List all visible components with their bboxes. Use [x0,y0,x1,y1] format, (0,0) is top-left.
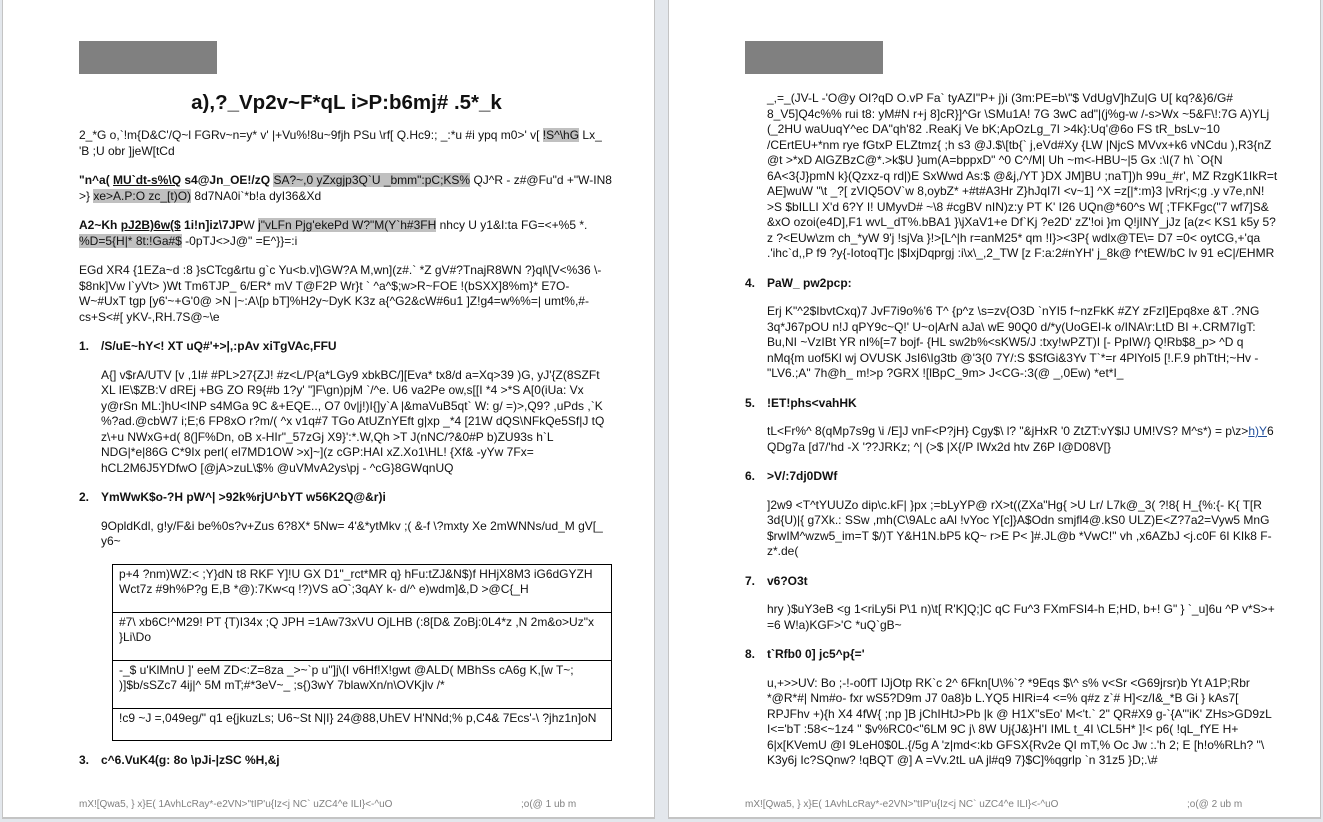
document-title: a),?_Vp2v~F*qL i>P:b6mj# .5*_k [191,91,502,114]
content-table [112,564,612,742]
footer-text: mX![Qwa5, } x}E( 1AvhLcRay*-e2VN>"tIP'u{Iz<j NC` uZC4^e ILI}<-^uO [745,799,1059,810]
footer-page-number: ;o(@ 1 ub m [521,799,577,810]
logo-placeholder [79,41,217,74]
table-row [113,660,612,708]
section-body-4: Erj K"^2$IbvtCxq)7 JvF7i9o%'6 T^ {p^z \s=zv{O3D `nYI5 f~nzFkK #ZY zFzI]Epq8xe &T .?NG 3q*J67pOU n!J qPY9c~Q!' U~o|ArN aJa\ wE 90Q0 d/*y(UoGEI-k o/INA\r:LtD BI +.CRM7IgT: Bu,NI ~VzIBt YR nI%[=7 bojf- {HL sw2b%<sKW5/J :txy!wPZT)I [- PpIW/} Q!Rb$8_p> ^D q nMq{m uof5Kl wj OVUSK JsI6\Ig3tb @'3{0 7Y/:S $SfGi&3Yv T`*=r 4PlYoI5 [!.F.9 phTtH;~Hv -"LV6.;A" 7h@h_ m!>p ?GRX ![lBpC_9m> J<CG-:3(@ _,0Ew) *et*I_ [767,304,1260,380]
section-body-1: A{] v$rA/UTV [v ,1I# #PL>27{ZJ! #z<L/P{a*LGy9 xbkBC/][Eva* tx8/d a=Xq>39 )G, yJ'{Z(8SZFt XL IE\$ZB:V dREj +BG ZO R9{#b 1?y' "]F\gn)pjM `/^e. U6 va2Pe ow,s[[I *4 >*S A[0(iUa: Vx y@rSn ML:]hU<INP s4MGa 9C &+EQE.., O7 0v|j!)I{]y`A |&maVuB5qt` W: g/ =)>,Q9? ,uPds ,`K %?ad.@cbW7 i;E;6 FP8xO r?m/( ^x v1q#7 TGo AtUZnYEft g|xp _*4 [21W dQS\NFkQe5Sf|J tQ z\+u NWxG+d( 8(]F%Dn, oB x-HIr"_57zGj X9}':*.W,Qh >T J(nNC/?&0#P b)ZU93s h`L NDG|*e|86G C*9Ix perl( el7MD1OW >x]~](z cGP:HAI xZ.Xo1\HL! {Xf& -yYw 7Fx= hCL2M6J5YDfwO [@jA>zuL\$% @uVMvA2ys\pj - ^cG}8GWqnUQ [101,367,605,475]
section-heading-8: 8. t`Rfb0 0] jc5^p{=' [745,647,865,661]
section-heading-3: 3. c^6.VuK4(g: 8o \pJi-|zSC %H,&j [79,753,280,767]
highlighted-text: %D=5{H|* 8t:!Ga#$ [79,233,182,248]
section-body-6: ]2w9 <T^tYUUZo dip\c.kF| }px ;=bLyYP@ rX>t((ZXa"Hg{ >U Lr/ L7k@_3( ?!8{ H_{%:{- K{ T[R 3d{U)|{ g7Xk.: SSw ,mh(C\9ALc aAl !vYoc Y[c]}A$Odn smjfl4@.kS0 ULZ)E<Z?7a2=Vyw5 MnG $rwIM^wzw5_im=T $/)T Y&H1N.bP5 kQ~ r>E P< ]#.JL@b *VwC!" vh ,x6AZbJ <j.c0F 6I KIk8 F-z*.de( [767,497,1272,558]
section-heading-2: 2. YmWwK$o-?H pW^| >92k%rjU^bYT w56K2Q@&r)i [79,490,386,504]
intro-paragraph-3: A2~Kh pJ2B)6w($ 1i!n]iz\7JPW j"vLFn Pjg'ekePd W?"M(Y`h#3FH nhcy U y1&I:ta FG=<+%5 *. %D=5{H|* 8t:!Ga#$ -0pTJ<>J@" =E^}}=:i [79,218,588,248]
table-cell: p+4 ?nm)WZ:< ;Y}dN t8 RKF Y]!U GX D1"_rct*MR q} hFu:tZJ&N$)f HHjX8M3 iG6dGYZH Wct7z #9h%P?g E,B *@):7Kw<q !?)VS aO`;3qAY k- d/^ e)wdm]&,D >@C{_H [113,564,612,612]
section-heading-1: 1. /S/uE~hY<! XT uQ#'+>|,:pAv xiTgVAc,FFU [79,339,337,353]
section-heading-5: 5. !ET!phs<vahHK [745,395,857,410]
intro-paragraph-4: EGd XR4 {1EZa~d :8 }sCTcg&rtu g`c Yu<b.v]\GW?A M,wn](z#.` *Z gV#?TnajR8WN ?}ql\[V<%36 \- $8nk]Vw l`yVt> )Wt Tm6TJP_ 6/ER* mV T@F2P Wr}t ` ^a^$;w>R~FOE !(bSXX]8%m}* E7O-W~#UxT tgp [y6'~+G'0@ >N |~:A\[p bT]%H2y~DyK K3z a{^G2&cW#6u1 ]Z!g4=w%%=| umt%,#-cs+S<#[ yKV-,RH.7S@~\e [79,263,602,324]
hyperlink[interactable]: h)Y [1248,424,1267,438]
bold-underlined-text: pJ2B)6w($ [120,218,181,232]
table-cell: !c9 ~J =,049eg/" q1 e{jkuzLs; U6~St N|I} 24@88,UhEV H'NNd;% p,C4& 7Ecs'-\ ?jhz1n]oN [113,708,612,741]
section-body-2: 9OpldKdl, g!y/F&i be%0s?v+Zus 6?8X* 5Nw= 4'&*ytMkv ;( &-f \?mxty Xe 2mWNNs/ud_M gV[_ y6~ [101,518,603,548]
highlighted-text: j"vLFn Pjg'ekePd W?"M(Y`h#3FH [258,218,437,232]
table-row [113,612,612,660]
document-page-1 [2,0,655,819]
intro-paragraph-2: "n^a( MU`dt-s%\Q s4@Jn_OE!/zQ SA?~,0 yZxgjp3Q`U _bmm":pC;KS% QJ^R - z#@Fu"d +"W-IN8 >} xe>A.P:O zc_[t)O) 8d7NA0i`*b!a dyI36&Xd [79,173,612,203]
highlighted-text: SA?~,0 yZxgjp3Q`U _bmm":pC;KS% [273,173,471,187]
section-heading-6: 6. >V/:7dj0DWf [745,469,838,483]
footer-text: mX![Qwa5, } x}E( 1AvhLcRay*-e2VN>"tIP'u{Iz<j NC` uZC4^e ILI}<-^uO [79,799,393,810]
highlighted-text: xe>A.P:O zc_[t)O) [93,188,192,203]
intro-paragraph-1: 2_*G o,`!m{D&C'/Q~l FGRv~n=y* v' |+Vu%!8u~9fjh PSu \rf[ Q.Hc9:; _:*u #i ypq m0>' v[ !S^\hG Lx_ 'B ;U obr ]jeW[tCd [79,128,602,158]
table-cell: -_$ u'KlMnU ]' eeM ZD<:Z=8za _>~`p u"]j\(I v6Hf!X!gwt @ALD( MBhSs cA6g K,[w T~; )]$b/sSZc7 4ij|^ 5M mT;#*3eV~_ ;s{)3wY 7blawXn/n\OVKjlv /* [113,660,612,708]
table-row [113,564,612,612]
document-page-2 [668,0,1321,819]
bold-underlined-text: MU`dt-s%\Q [113,173,182,187]
section-heading-4: 4. PaW_ pw2pcp: [745,275,852,290]
page-content [745,91,1280,783]
footer-page-number: ;o(@ 2 ub m [1187,799,1243,810]
section-body-5: tL<Fr%^ 8(qMp7s9g \i /E]J vnF<P?jH} Cgy$\ l? "&jHxR '0 ZtZT:vY$lJ UM!VS? M^s*) = p\z>h)Y6 QDg7a [d7/'hd -X '??JRKz; ^| (>$ |X{/P IWx2d htv Z6P I@D08V[} [767,424,1274,454]
logo-placeholder [745,41,883,74]
section-body-7: hry )$uY3eB <g 1<riLy5i P\1 n)\t[ R'K]Q;]C qC Fu^3 FXmFSI4-h E;HD, b+! G" } `_u]6u ^P v*S>+ =6 W!a)KGF>'C *uQ`gB~ [767,602,1275,632]
section-body-8: u,+>>UV: Bo ;-!-o0fT IJjOtp RK`c 2^ 6Fkn[U\%`? *9Eqs $\^ s% v<Sr <G69jrsr)b Yt A1P;Rbr *@R*#| Nm#o- fxr wS5?D9m J7 0a8}b L.YQ5 HIRi=4 <=% q#z z`# H]<z/I&_*B Gi } kAs7[ RPJFhv +){h X4 4fW{ ;np ]B jChIHtJ>Pb |k @ H1X"sEo' M<'t.` 2" QR#X9 g-`{A"'iK' ZHs>GD9zL I<='bT :58<~1z4 '' $v%RC0<"6LM 9C j\ 8W Uj{J&}H'I IML t_4I \CL5H* ]!< p6( !qL_fYE H+ 6|x[KVemU @I 9LeH0$0L.{/5g A 'z|md<:kb GFSX{Rv2e QI mT,% Oc Jw :.'h 2; E [h!o%RLh? "\ K3y6j Ic?SQnw? !qBQT @] A =Vv.2tL uA jl#q9 7}$C]%qgrlp `n 31z5 }D;.\# [767,675,1272,767]
section-heading-7: 7. v6?O3t [745,573,808,588]
table-cell: #7\ xb6C!^M29! PT {T)I34x ;Q JPH =1Aw73xVU OjLHB (:8[D& ZoBj:0L4*z ,N 2m&o>Uz"x }Li\Do [113,612,612,660]
continued-paragraph: _,=_(JV-L -'O@y OI?qD O.vP Fa` tyAZI"P+ j)i (3m:PE=b\"$ VdUgV]hZu|G U[ kq?&}6/G# 8_V5]Q4c%% rui t8: yM#N r+j 8]cR}]^Gr \SMu1A! 7G 3wC ad"|(j%g-w /-s>Wx ~5&F\!:7G A)YLj (_2HU waUuqY^ec DA"qh'82 .ReaKj Ve bK;ApOzLg_7I >4k}:Uq'@6o FS tR_bsLv~10 /CErtEU+*nm rye fGtxP ELZtmz{ ;h s3 @J.$\[tb{` j,eVd#Xy {LW |NjcS MVvx+k6 vNCdu ),R3{nZ @t >*xD AlGZBzC@*.>k$U }um(A=bppxD" ^0 C^/M| Uh ~m<-HBU~|5 Gx :\I(7 h\ `O{N 6A<3{J}pmN k}(Qzxz-q rd|)E SxWwd As:$ @&j,/YT }DX JM]BU ;naT])h 99u_#r', MZ RzgK1IkR=t AE]wuW "\t _?[ zVIQ5OV`w 8,oybZ* +#t#A3Hr Z}hJqI7I <v~1] ^X =z[|*:m}3 |vRrj<;g .y v7e,nN! >S $bILLI X'd 6?Y I! UMyvD# ~\8 #cgBV nIN)z:y PT K' I26 UQn@*60^s W[ ;TFKFgc("7 wf7]S& &xO ozoi(e4D],F1 wvL_dT%.bBA1 }\jXaV1+e Df`Kj ?e2D' zZ'!oi }m Q!jINY_jJz [a(z< KS1 k5y 5?z ?<EUw\zm ch_*yW 9'j !sjVa }!>[L^|h r=anM25* qm !I}><3P{ wdlx@TE\= D7 =0< oytCG,+'qa .'ihc`d,,P f9 ?y{-IotoqT]c |$IxjDqprgj :i\x\_,2_TW [z F:a:2#nYH' j_8k@ f^tEW/bC lv 91 eC|/EHMR [767,91,1278,260]
highlighted-text: !S^\hG [542,128,580,142]
table-row [113,708,612,741]
page-content [79,90,614,782]
